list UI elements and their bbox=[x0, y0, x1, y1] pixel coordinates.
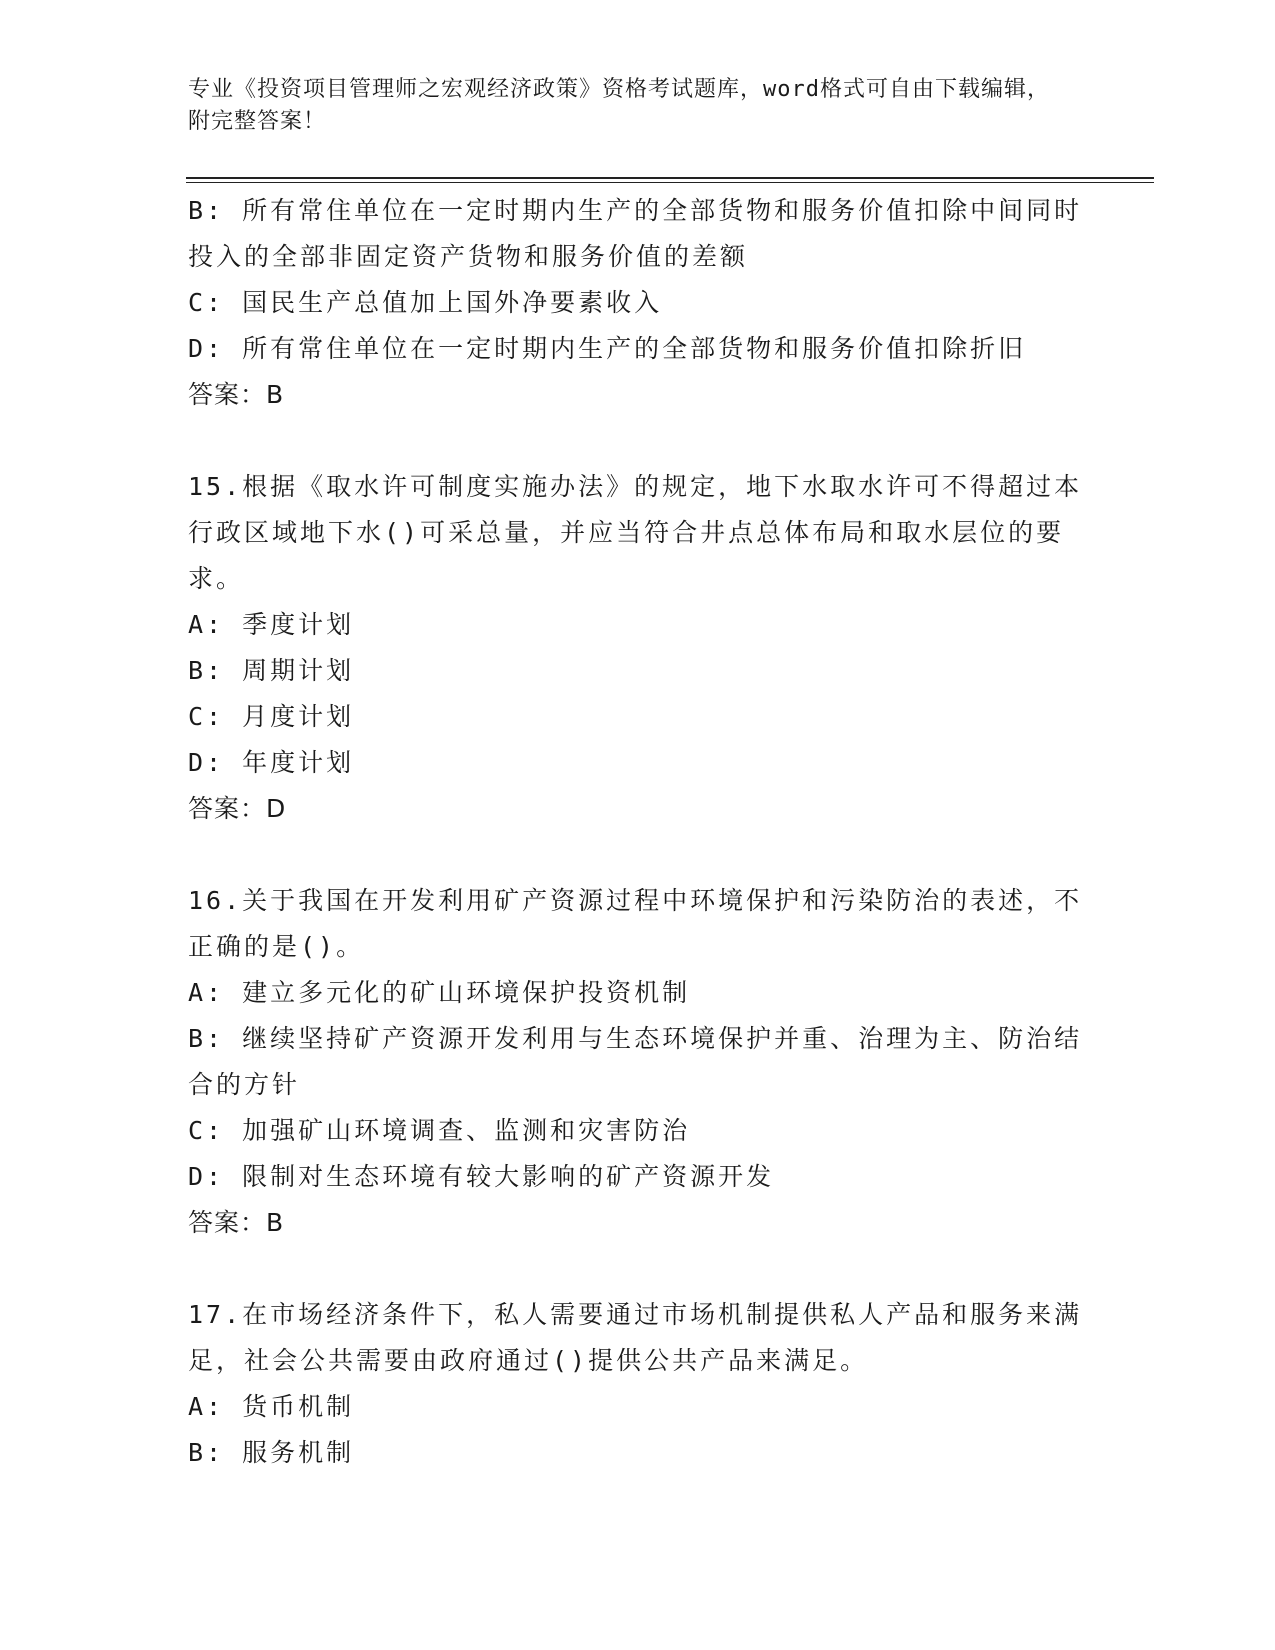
header-divider-thick bbox=[186, 177, 1154, 179]
option-d: D: 年度计划 bbox=[188, 748, 355, 777]
option-c: C: 月度计划 bbox=[188, 702, 355, 731]
option-b: B: 服务机制 bbox=[188, 1438, 355, 1467]
option-d: D: 限制对生态环境有较大影响的矿产资源开发 bbox=[188, 1162, 775, 1191]
option-d: D: 所有常住单位在一定时期内生产的全部货物和服务价值扣除折旧 bbox=[188, 334, 1027, 363]
spacer bbox=[188, 832, 1088, 878]
option-b: B: 所有常住单位在一定时期内生产的全部货物和服务价值扣除中间同时投入的全部非固定资产货物和服务价值的差额 bbox=[188, 196, 1083, 271]
question-17 bbox=[188, 1292, 1088, 1476]
option-a: A: 建立多元化的矿山环境保护投资机制 bbox=[188, 978, 691, 1007]
question-list bbox=[188, 188, 1088, 1476]
option-c: C: 加强矿山环境调查、监测和灾害防治 bbox=[188, 1116, 691, 1145]
question-stem: 15.根据《取水许可制度实施办法》的规定，地下水取水许可不得超过本行政区域地下水()可采总量，并应当符合井点总体布局和取水层位的要求。 bbox=[188, 472, 1083, 593]
option-a: A: 货币机制 bbox=[188, 1392, 355, 1421]
question-15 bbox=[188, 464, 1088, 832]
question-16 bbox=[188, 878, 1088, 1246]
option-b: B: 周期计划 bbox=[188, 656, 355, 685]
header-divider-thin bbox=[186, 182, 1154, 183]
option-b: B: 继续坚持矿产资源开发利用与生态环境保护并重、治理为主、防治结合的方针 bbox=[188, 1024, 1083, 1099]
spacer bbox=[188, 1246, 1088, 1292]
question-14-continued bbox=[188, 188, 1088, 418]
question-stem: 17.在市场经济条件下，私人需要通过市场机制提供私人产品和服务来满足，社会公共需要由政府通过()提供公共产品来满足。 bbox=[188, 1300, 1083, 1375]
document-header: 专业《投资项目管理师之宏观经济政策》资格考试题库，word格式可自由下载编辑，附完整答案！ bbox=[188, 77, 1050, 134]
spacer bbox=[188, 418, 1088, 464]
option-a: A: 季度计划 bbox=[188, 610, 355, 639]
answer: 答案：B bbox=[188, 1208, 285, 1237]
question-stem: 16.关于我国在开发利用矿产资源过程中环境保护和污染防治的表述，不正确的是()。 bbox=[188, 886, 1083, 961]
answer: 答案：D bbox=[188, 794, 287, 823]
answer: 答案：B bbox=[188, 380, 285, 409]
option-c: C: 国民生产总值加上国外净要素收入 bbox=[188, 288, 663, 317]
